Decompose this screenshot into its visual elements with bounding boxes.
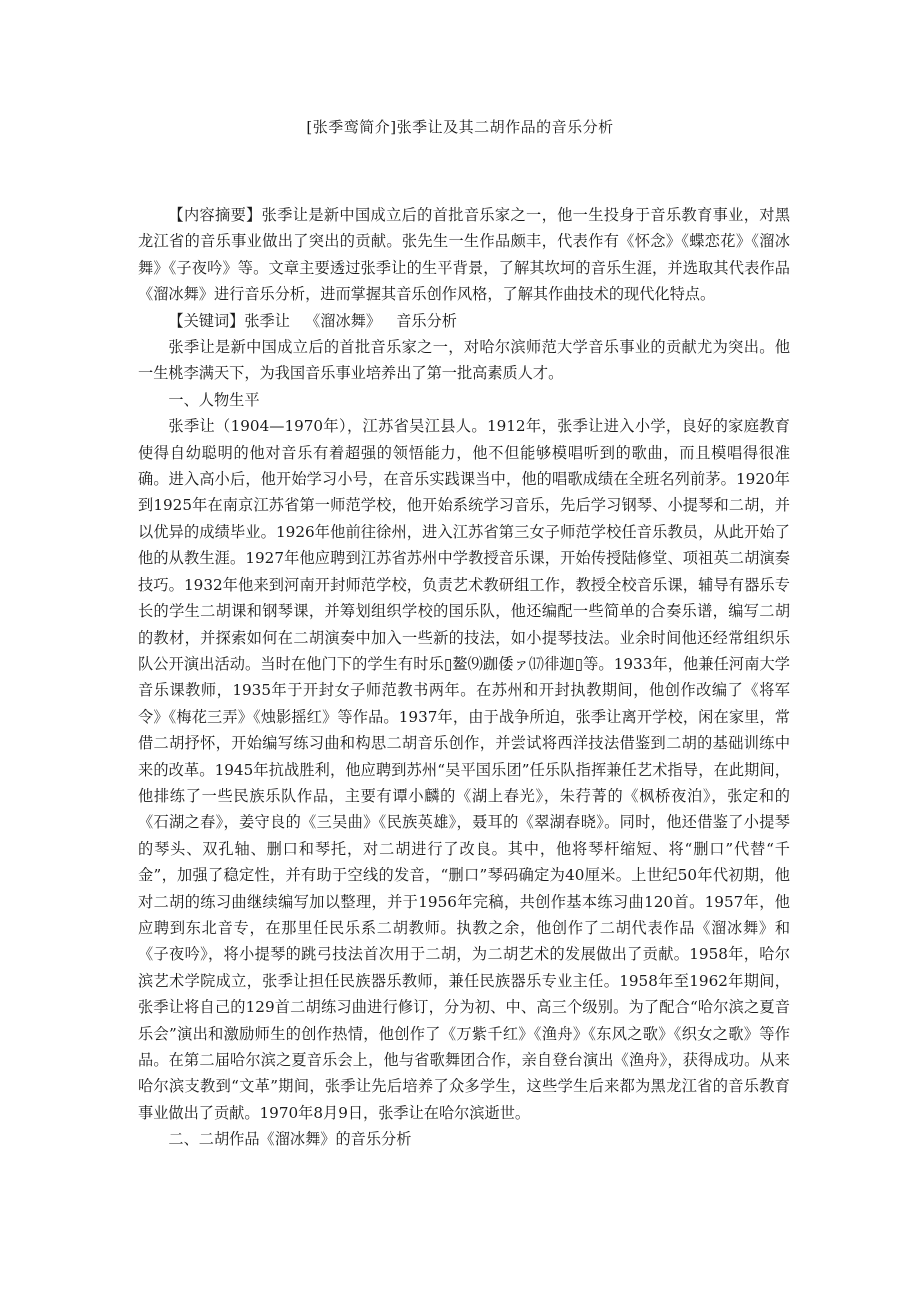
keyword-item: 《溜冰舞》	[305, 311, 382, 330]
document-title: [张季鸾简介]张季让及其二胡作品的音乐分析	[306, 118, 614, 136]
keywords-line	[138, 308, 790, 334]
intro-paragraph: 张季让是新中国成立后的首批音乐家之一，对哈尔滨师范大学音乐事业的贡献尤为突出。他一生桃李满天下，为我国音乐事业培养出了第一批高素质人才。	[138, 338, 790, 383]
keyword-item: 音乐分析	[396, 311, 457, 330]
section-heading: 二、二胡作品《溜冰舞》的音乐分析	[168, 1130, 412, 1149]
section-heading: 一、人物生平	[168, 390, 260, 409]
biography-paragraph: 张季让（1904—1970年），江苏省吴江县人。1912年，张季让进入小学，良好的家庭教育使得自幼聪明的他对音乐有着超强的领悟能力，他不但能够模唱听到的歌曲，而且模唱得很准确。进入高小后，他开始学习小号，在音乐实践课当中，他的唱歌成绩在全班名列前茅。1920年到1925年在南京江苏省第一师范学校，他开始系统学习音乐，先后学习钢琴、小提琴和二胡，并以优异的成绩毕业。1926年他前往徐州，进入江苏省第三女子师范学校任音乐教员，从此开始了他的从教生涯。1927年他应聘到江苏省苏州中学教授音乐课，开始传授陆修堂、项祖英二胡演奏技巧。1932年他来到河南开封师范学校，负责艺术教研组工作，教授全校音乐课，辅导有器乐专长的学生二胡课和钢琴课，并筹划组织学校的国乐队，他还编配一些简单的合奏乐谱，编写二胡的教材，并探索如何在二胡演奏中加入一些新的技法，如小提琴技法。业余时间他还经常组织乐队公开演出活动。当时在他门下的学生有时乐▯鳌⑼跏倭ァ⒄徘迦▯等。1933年，他兼任河南大学音乐课教师，1935年于开封女子师范教书两年。在苏州和开封执教期间，他创作改编了《将军令》《梅花三弄》《烛影摇红》等作品。1937年，由于战争所迫，张季让离开学校，闲在家里，常借二胡抒怀，开始编写练习曲和构思二胡音乐创作，并尝试将西洋技法借鉴到二胡的基础训练中来的改革。1945年抗战胜利，他应聘到苏州“吴平国乐团”任乐队指挥兼任艺术指导，在此期间，他排练了一些民族乐队作品，主要有谭小麟的《湖上春光》，朱荇菁的《枫桥夜泊》，张定和的《石湖之春》，姜守良的《三吴曲》《民族英雄》，聂耳的《翠湖春晓》。同时，他还借鉴了小提琴的琴头、双孔轴、删口和琴托，对二胡进行了改良。其中，他将琴杆缩短、将“删口”代替“千金”，加强了稳定性，并有助于空线的发音，“删口”琴码确定为40厘米。上世纪50年代初期，他对二胡的练习曲继续编写加以整理，并于1956年完稿，共创作基本练习曲120首。1957年，他应聘到东北音专，在那里任民乐系二胡教师。执教之余，他创作了二胡代表作品《溜冰舞》和《子夜吟》，将小提琴的跳弓技法首次用于二胡，为二胡艺术的发展做出了贡献。1958年，哈尔滨艺术学院成立，张季让担任民族器乐教师，兼任民族器乐专业主任。1958年至1962年期间，张季让将自己的129首二胡练习曲进行修订，分为初、中、高三个级别。为了配合“哈尔滨之夏音乐会”演出和激励师生的创作热情，他创作了《万紫千红》《渔舟》《东风之歌》《织女之歌》等作品。在第二届哈尔滨之夏音乐会上，他与省歌舞团合作，亲自登台演出《渔舟》，获得成功。从来哈尔滨支教到“文革”期间，张季让先后培养了众多学生，这些学生后来都为黑龙江省的音乐教育事业做出了贡献。1970年8月9日，张季让在哈尔滨逝世。	[138, 417, 790, 1122]
document-body	[138, 202, 790, 1153]
abstract-paragraph: 【内容摘要】张季让是新中国成立后的首批音乐家之一，他一生投身于音乐教育事业，对黑龙江省的音乐事业做出了突出的贡献。张先生一生作品颇丰，代表作有《怀念》《蝶恋花》《溜冰舞》《子夜吟》等。文章主要透过张季让的生平背景，了解其坎坷的音乐生涯，并选取其代表作品《溜冰舞》进行音乐分析，进而掌握其音乐创作风格，了解其作曲技术的现代化特点。	[138, 206, 790, 304]
keywords-label: 【关键词】张季让	[168, 311, 290, 330]
